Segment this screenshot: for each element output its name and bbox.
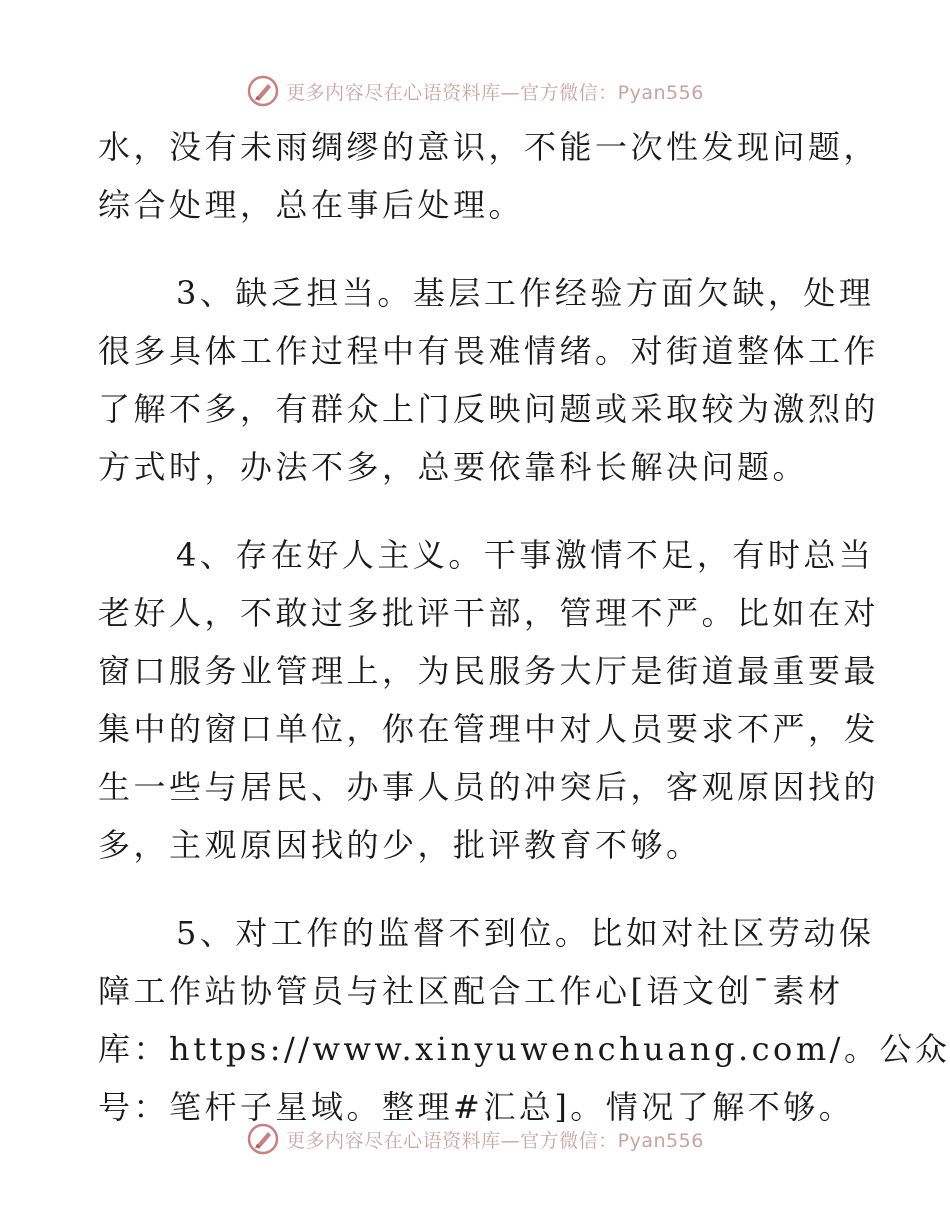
text-line: 库：https://www.xinyuwenchuang.com/。公众: [98, 1030, 950, 1068]
paragraph: [98, 264, 880, 496]
text-line: 生一些与居民、办事人员的冲突后，客观原因找的: [98, 768, 880, 806]
text-line: 集中的窗口单位，你在管理中对人员要求不严，发: [98, 710, 880, 748]
watermark-header-text: 更多内容尽在心语资料库—官方微信：Pyan556: [286, 81, 704, 104]
text-line: 水，没有未雨绸缪的意识，不能一次性发现问题，: [98, 128, 880, 166]
text-line: 障工作站协管员与社区配合工作心[语文创¯素材: [98, 972, 844, 1010]
watermark-footer: [0, 1122, 950, 1156]
paragraph: [98, 904, 950, 1136]
text-line: 3、缺乏担当。基层工作经验方面欠缺，处理: [176, 274, 875, 312]
text-line: 很多具体工作过程中有畏难情绪。对街道整体工作: [98, 332, 880, 370]
watermark-footer-text: 更多内容尽在心语资料库—官方微信：Pyan556: [286, 1129, 704, 1152]
watermark-logo-icon: [246, 1122, 280, 1156]
text-line: 4、存在好人主义。干事激情不足，有时总当: [176, 536, 875, 574]
document-body: [98, 118, 950, 1136]
text-line: 窗口服务业管理上，为民服务大厅是街道最重要最: [98, 652, 880, 690]
text-line: 5、对工作的监督不到位。比如对社区劳动保: [176, 914, 875, 952]
text-line: 方式时，办法不多，总要依靠科长解决问题。: [98, 448, 809, 486]
text-line: 综合处理，总在事后处理。: [98, 186, 525, 224]
watermark-logo-icon: [246, 74, 280, 108]
text-line: 老好人，不敢过多批评干部，管理不严。比如在对: [98, 594, 880, 632]
paragraph: [98, 118, 880, 234]
text-line: 了解不多，有群众上门反映问题或采取较为激烈的: [98, 390, 880, 428]
text-line: 号：笔杆子星域。整理#汇总]。情况了解不够。: [98, 1088, 855, 1126]
watermark-header: [0, 74, 950, 108]
paragraph: [98, 526, 880, 874]
text-line: 多，主观原因找的少，批评教育不够。: [98, 826, 702, 864]
